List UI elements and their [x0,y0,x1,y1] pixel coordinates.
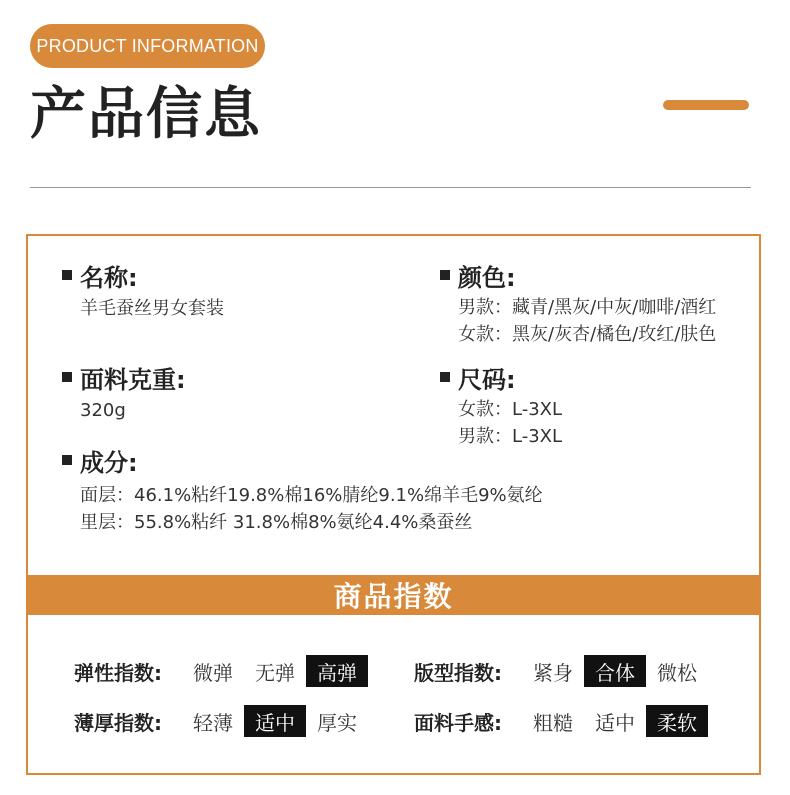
section-color [440,259,716,348]
index-option-selected: 高弹 [306,655,368,687]
bullet-square-icon [440,270,450,280]
index-row-elasticity [74,654,368,688]
index-row-fit [414,654,708,688]
info-line: 里层：55.8%粘纤 31.8%棉8%氨纶4.4%桑蚕丝 [80,512,473,533]
index-option-selected: 适中 [244,705,306,737]
index-row-thickness [74,704,368,738]
product-information-badge [30,24,265,68]
index-option: 微弹 [193,660,233,685]
index-option: 微松 [657,660,697,685]
page-title: 产品信息 [30,82,262,147]
index-option: 紧身 [533,660,573,685]
index-row-hand-feel [414,704,708,738]
index-label: 面料手感: [414,710,502,735]
badge-text: PRODUCT INFORMATION [36,35,259,56]
accent-bar [663,100,749,110]
index-option: 粗糙 [533,710,573,735]
index-option: 适中 [595,710,635,735]
bullet-square-icon [62,455,72,465]
section-label: 尺码: [458,365,516,394]
index-label: 版型指数: [414,660,502,685]
section-label: 面料克重: [80,365,186,394]
index-option-selected: 柔软 [646,705,708,737]
section-weight [62,361,186,424]
info-line: 面层：46.1%粘纤19.8%棉16%腈纶9.1%绵羊毛9%氨纶 [80,485,543,506]
header-divider [30,187,751,188]
index-option: 轻薄 [193,710,233,735]
bullet-square-icon [440,372,450,382]
info-line: 男款：L-3XL [458,426,563,447]
index-label: 弹性指数: [74,660,162,685]
section-label: 名称: [80,263,138,292]
index-label: 薄厚指数: [74,710,162,735]
section-composition [62,444,543,536]
info-line: 女款：黑灰/灰杏/橘色/玫红/肤色 [458,324,717,345]
index-option: 无弹 [255,660,295,685]
bullet-square-icon [62,270,72,280]
info-line: 320g [80,400,126,421]
section-size [440,361,562,450]
index-section-title: 商品指数 [26,575,761,615]
index-option-selected: 合体 [584,655,646,687]
info-line: 女款：L-3XL [458,399,563,420]
index-option: 厚实 [317,710,357,735]
section-name [62,259,224,322]
info-line: 羊毛蚕丝男女套装 [80,298,224,319]
info-line: 男款：藏青/黑灰/中灰/咖啡/酒红 [458,297,717,318]
section-label: 颜色: [458,263,516,292]
bullet-square-icon [62,372,72,382]
section-label: 成分: [80,448,138,477]
